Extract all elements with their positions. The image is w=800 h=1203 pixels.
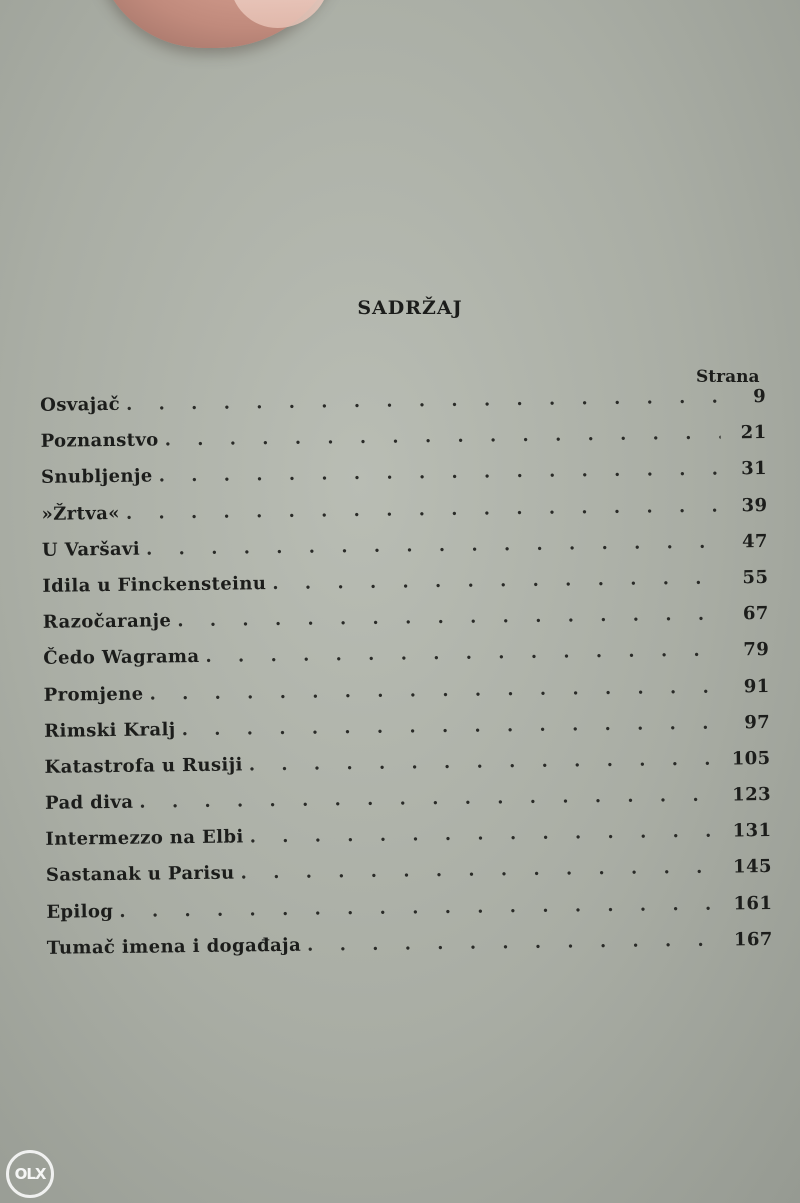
toc-entry-label: Promjene <box>43 683 144 706</box>
toc-dot-leader <box>250 821 726 848</box>
toc-entry-label: Intermezzo na Elbi <box>45 826 244 851</box>
toc-entry-page-number: 91 <box>743 675 770 697</box>
toc-entry-label: »Žrtva« <box>41 502 121 525</box>
toc-entry-label: Rimski Kralj <box>44 718 176 742</box>
toc-entry-page-number: 131 <box>732 820 772 842</box>
toc-entry-label: Pad diva <box>44 791 134 814</box>
toc-entry-label: Sastanak u Parisu <box>45 862 235 887</box>
toc-title: SADRŽAJ <box>357 297 463 319</box>
olx-logo-icon <box>6 1150 54 1198</box>
toc-entry-page-number: 31 <box>741 458 768 480</box>
toc-entry-page-number: 167 <box>733 928 773 951</box>
toc-entry-page-number: 97 <box>744 711 771 733</box>
toc-entry-page-number: 105 <box>731 747 771 770</box>
toc-entry-page-number: 55 <box>742 566 769 589</box>
toc-entry-page-number: 9 <box>753 386 767 408</box>
toc-entry-page-number: 145 <box>732 856 773 878</box>
toc-entry-label: Katastrofa u Rusiji <box>44 754 243 778</box>
toc-entry-page-number: 161 <box>733 892 773 915</box>
toc-entry-label: Snubljenje <box>40 465 153 489</box>
toc-entry-page-number: 21 <box>740 422 767 444</box>
toc-dot-leader <box>240 857 726 884</box>
toc-dot-leader <box>307 929 727 955</box>
toc-dot-leader <box>126 387 720 415</box>
toc-entry-label: Idila u Finckensteinu <box>42 573 267 597</box>
toc-entry-page-number: 67 <box>742 603 769 625</box>
toc-dot-leader <box>249 748 725 775</box>
logo-text: OLX <box>14 1165 46 1183</box>
toc-entry-label: Čedo Wagrama <box>43 646 200 670</box>
toc-entry-page-number: 47 <box>741 530 769 553</box>
toc-entry-label: U Varšavi <box>41 538 141 561</box>
toc-page-column-header: Strana <box>696 367 760 387</box>
toc-entry-label: Razočaranje <box>42 610 172 633</box>
toc-entry-label: Tumač imena i događaja <box>46 934 302 959</box>
toc-entry-page-number: 123 <box>732 784 772 806</box>
toc-entry-label: Osvajač <box>40 393 121 416</box>
toc-entry-page-number: 39 <box>741 494 768 516</box>
toc-entry-label: Poznanstvo <box>40 429 159 453</box>
toc-entry-label: Epilog <box>46 900 114 923</box>
toc-entry <box>47 929 773 974</box>
toc-dot-leader <box>272 567 722 593</box>
toc-entry-page-number: 79 <box>743 639 770 661</box>
toc-entry-list <box>40 386 773 974</box>
